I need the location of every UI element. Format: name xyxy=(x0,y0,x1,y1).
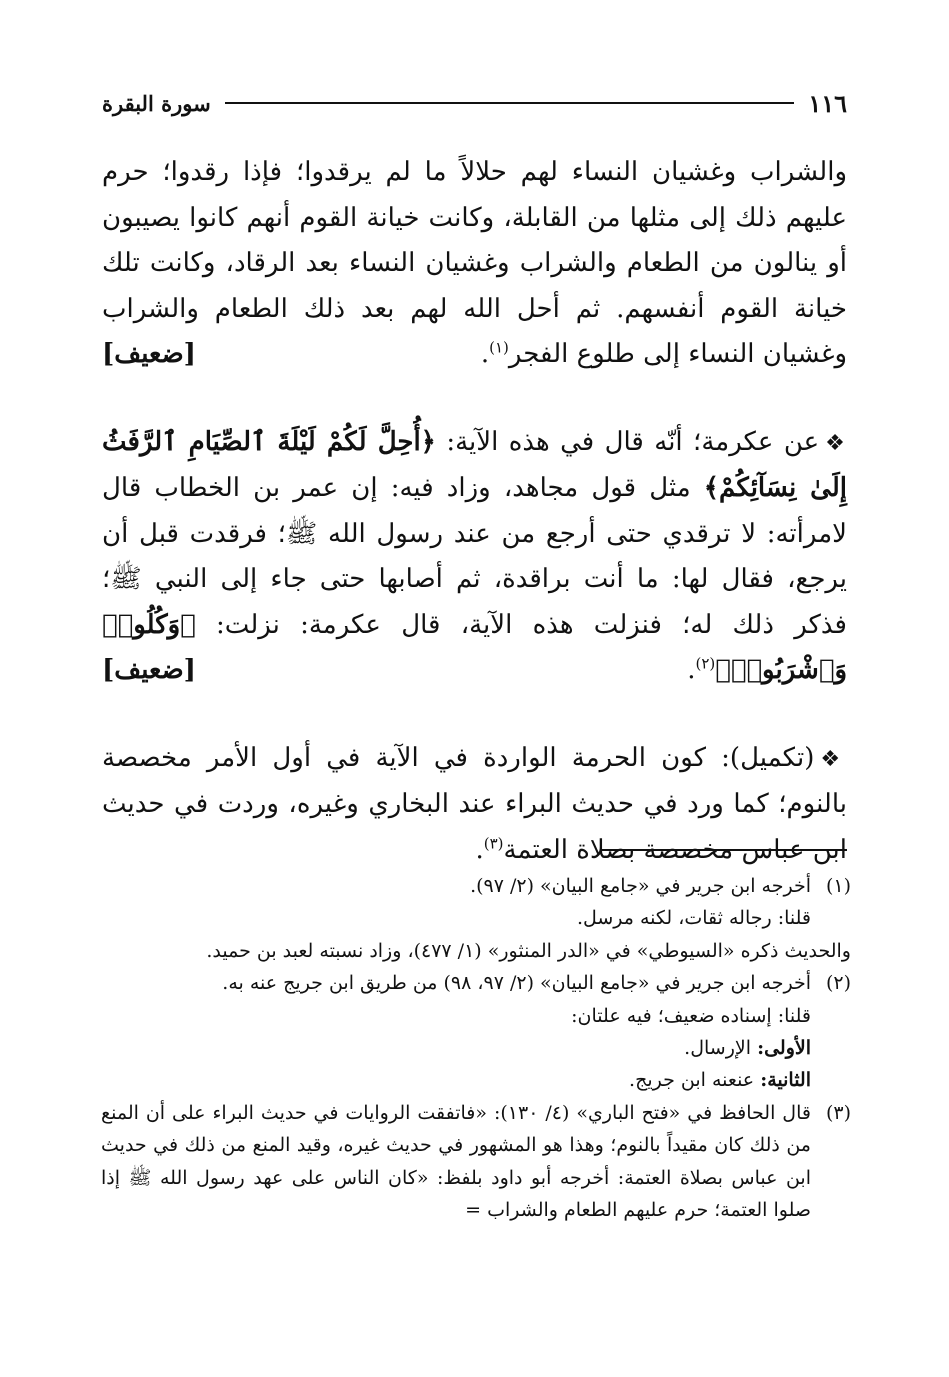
paragraph-1 xyxy=(102,150,847,378)
footnote-1-continued xyxy=(101,935,851,967)
second-defect-label: الثانية: xyxy=(760,1069,811,1092)
paragraph-1-end: . xyxy=(480,339,490,369)
paragraph-3-end: . xyxy=(475,834,484,865)
hadith-grade-2: [ضعيف] xyxy=(102,655,196,685)
paragraph-2 xyxy=(102,420,847,694)
paragraph-star-icon: ❖ xyxy=(820,746,847,772)
footnote-ref-1: (١) xyxy=(489,338,509,357)
running-header xyxy=(102,86,847,120)
footnote-ref-3: (٣) xyxy=(483,833,504,852)
main-text xyxy=(102,150,847,873)
footnote-number: (٣) xyxy=(825,1101,851,1124)
footnote-3 xyxy=(101,1097,851,1227)
paragraph-2-end: . xyxy=(687,655,696,685)
footnote-2-first-defect xyxy=(101,1032,811,1064)
footnote-3-text: قال الحافظ في «فتح الباري» (٤/ ١٣٠): «فاتفقت الروايات في حديث البراء على أن المنع من ذلك كان مقيداً بالنوم؛ وهذا هو المشهور في حديث غيره، وقيد المنع من ذلك في حديث ابن عباس بصلاة العتمة: أخرجه أبو داود بلفظ: «كان الناس على عهد رسول الله ﷺ إذا صلوا العتمة؛ حرم عليهم الطعام والشراب xyxy=(101,1101,811,1222)
footnote-2-line-2: قلنا: إسناده ضعيف؛ فيه علتان: xyxy=(571,1004,811,1027)
footnote-1 xyxy=(101,870,851,935)
first-defect-label: الأولى: xyxy=(757,1037,811,1060)
footnote-number: (١) xyxy=(825,875,851,897)
footnote-number: (٢) xyxy=(825,972,851,995)
surah-title: سورة البقرة xyxy=(102,90,211,116)
quran-verse-1: ﴿أُحِلَّ لَكُمْ لَيْلَةَ ٱلصِّيَامِ ٱلرَّفَثُ إِلَىٰ نِسَآئِكُمْ﴾ xyxy=(102,426,848,503)
paragraph-1-text: والشراب وغشيان النساء لهم حلالاً ما لم يرقدوا؛ فإذا رقدوا؛ حرم عليهم ذلك إلى مثلها من القابلة، وكانت خيانة القوم أنهم كانوا يصيبون أو ينالون من الطعام والشراب وغشيان النساء بعد الرقاد، وكانت تلك خيانة القوم أنفسهم. ثم أحل الله لهم بعد ذلك الطعام والشراب وغشيان النساء إلى طلوع الفجر xyxy=(102,157,848,369)
paragraph-3 xyxy=(102,736,847,874)
quran-verse-2: ﴿وَكُلُوا۟ وَٱشْرَبُوا۟﴾ xyxy=(102,609,847,685)
footnote-1-line-1: أخرجه ابن جرير في «جامع البيان» (٢/ ٩٧). xyxy=(470,875,811,897)
footnote-ref-2: (٢) xyxy=(695,654,716,673)
header-rule xyxy=(225,102,795,104)
footnote-2-line-1: أخرجه ابن جرير في «جامع البيان» (٢/ ٩٧، ٩٨) من طريق ابن جريج عنه به. xyxy=(222,972,811,995)
paragraph-star-icon: ❖ xyxy=(825,430,847,456)
footnotes xyxy=(101,870,851,1226)
footnote-1-line-2: قلنا: رجاله ثقات، لكنه مرسل. xyxy=(576,907,811,930)
paragraph-3-text: (تكميل): كون الحرمة الواردة في الآية في أول الأمر مخصصة بالنوم؛ كما ورد في حديث البراء عند البخاري وغيره، وردت في حديث ابن عباس مخصصة بصلاة العتمة xyxy=(102,742,847,865)
hadith-grade-1: [ضعيف] xyxy=(102,339,196,369)
footnote-separator xyxy=(602,849,847,851)
footnote-1-line-3: والحديث ذكره «السيوطي» في «الدر المنثور» (١/ ٤٧٧)، وزاد نسبته لعبد بن حميد. xyxy=(206,939,851,962)
first-defect-text: الإرسال. xyxy=(684,1037,758,1060)
footnote-2 xyxy=(101,967,851,1097)
paragraph-2-text-b: مثل قول مجاهد، وزاد فيه: إن عمر بن الخطاب قال لامرأته: لا ترقدي حتى أرجع من عند رسول الله ﷺ؛ فرقدت قبل أن يرجع، فقال لها: ما أنت براقدة، ثم أصابها حتى جاء إلى النبي ﷺ؛ فذكر ذلك له؛ فنزلت هذه الآية، قال عكرمة: نزلت: xyxy=(102,473,847,640)
paragraph-2-text-a: عن عكرمة؛ أنّه قال في هذه الآية: xyxy=(435,426,820,457)
continuation-mark: = xyxy=(465,1199,482,1222)
page-number: ١١٦ xyxy=(808,88,847,118)
footnote-2-second-defect xyxy=(101,1064,811,1096)
second-defect-text: عنعنه ابن جريج. xyxy=(629,1069,761,1092)
